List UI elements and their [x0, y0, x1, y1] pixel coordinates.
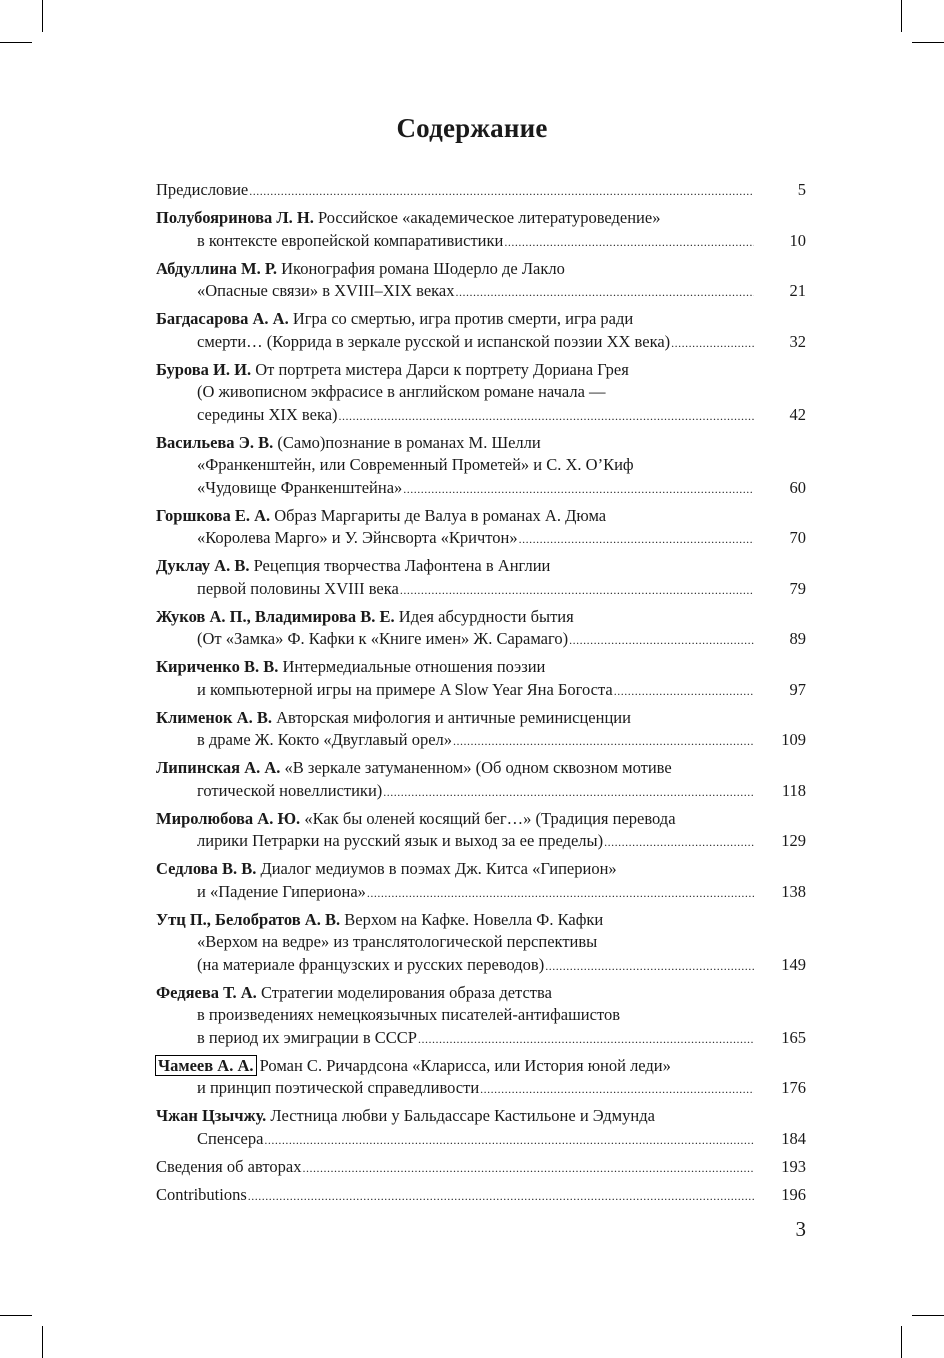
toc-entry [156, 179, 806, 203]
toc-title-text: смерти… (Коррида в зеркале русской и испанской поэзии XX века) [197, 331, 671, 351]
toc-title-text: (О живописном экфрасисе в английском романе начала — [197, 382, 606, 401]
toc-line [156, 207, 806, 230]
toc-title-text: «Королева Марго» и У. Эйнсворта «Кричтон» [197, 528, 518, 547]
toc-line-text [197, 830, 603, 853]
toc-title-text: Интермедиальные отношения поэзии [282, 657, 546, 676]
toc-line [156, 656, 806, 679]
toc-line [156, 258, 806, 281]
dot-leader [519, 528, 754, 551]
toc-page-number: 79 [789, 578, 806, 598]
toc-entry [156, 505, 806, 551]
toc-line [156, 1055, 806, 1078]
toc-entry [156, 258, 806, 304]
crop-mark [42, 1326, 43, 1358]
toc-title-text: Диалог медиумов в поэмах Дж. Китса «Гиперион» [260, 859, 617, 878]
dot-leader [400, 579, 754, 602]
toc-title-text: (От «Замка» Ф. Кафки к «Книге имен» Ж. Сарамаго) [197, 629, 569, 648]
dot-leader [264, 1129, 754, 1152]
toc-line-text [156, 757, 672, 780]
toc-author: Чжан Цзычжу. [156, 1106, 267, 1125]
toc-line [156, 179, 806, 203]
toc-entry [156, 982, 806, 1051]
toc-title-text: «В зеркале затуманенном» (Об одном сквозном мотиве [284, 758, 672, 777]
toc-line-text [197, 954, 544, 977]
crop-mark [0, 42, 32, 43]
toc-entry [156, 1156, 806, 1180]
crop-mark [901, 1326, 902, 1358]
toc-entry [156, 308, 806, 354]
page-title: Содержание [396, 113, 548, 143]
toc-line [156, 432, 806, 455]
toc-title-text: Верхом на Кафке. Новелла Ф. Кафки [344, 909, 604, 929]
crop-mark [912, 1315, 944, 1316]
toc-entry [156, 757, 806, 803]
toc-title-text: Сведения об авторах [156, 1156, 302, 1176]
toc-author: Липинская А. А. [156, 758, 281, 777]
toc-page-number: 109 [781, 730, 806, 749]
toc-author: Чамеев А. А. [158, 1055, 254, 1075]
crop-mark [0, 1315, 32, 1316]
dot-leader [604, 831, 754, 854]
dot-leader [671, 332, 754, 355]
toc-title-text: От портрета мистера Дарси к портрету Дориана Грея [255, 359, 629, 379]
toc-title-text: Предисловие [156, 180, 249, 199]
toc-line-text [197, 780, 382, 803]
toc-line-text [156, 982, 552, 1005]
toc-page-number: 193 [781, 1156, 806, 1176]
toc-title-text: в произведениях немецкоязычных писателей-антифашистов [197, 1005, 620, 1024]
toc-line-text [197, 1077, 479, 1100]
toc-line [156, 982, 806, 1005]
toc-page-number: 60 [789, 477, 806, 497]
toc-line [156, 404, 806, 428]
toc-entry [156, 606, 806, 652]
toc-line [156, 1004, 806, 1027]
toc-line-text [156, 505, 606, 528]
toc-line [156, 628, 806, 652]
toc-line-text [197, 679, 613, 702]
crop-mark [912, 42, 944, 43]
toc-line-text [156, 555, 550, 578]
toc-line [156, 881, 806, 905]
dot-leader [339, 405, 754, 428]
toc-author: Утц П., Белобратов А. В. [156, 909, 341, 929]
toc-author: Дуклау А. В. [156, 556, 250, 575]
toc-line [156, 1027, 806, 1051]
toc-line-text [197, 881, 366, 904]
toc-line [156, 527, 806, 551]
toc-line [156, 729, 806, 753]
toc-line [156, 1128, 806, 1152]
toc-entry [156, 1055, 806, 1101]
toc-line-text [156, 179, 248, 202]
toc-entry [156, 858, 806, 904]
toc-author: Клименок А. В. [156, 707, 272, 727]
toc-line-text [156, 1156, 301, 1179]
toc-author: Федяева Т. А. [156, 982, 257, 1002]
toc-title-text: и компьютерной игры на примере A Slow Year Яна Богоста [197, 679, 613, 699]
toc-entry [156, 656, 806, 702]
toc-page-number: 118 [781, 780, 806, 800]
dot-leader [569, 629, 754, 652]
toc-line-text [156, 606, 574, 629]
toc-line-text [197, 280, 455, 303]
toc-line [156, 331, 806, 355]
toc-page-number: 32 [789, 331, 806, 351]
toc-line [156, 280, 806, 304]
toc-entry [156, 555, 806, 601]
dot-leader [545, 955, 754, 978]
toc-entry [156, 359, 806, 428]
toc-line-text [156, 1184, 247, 1207]
toc-title-text: Российское «академическое литературоведение» [318, 208, 661, 227]
toc-line [156, 606, 806, 629]
toc-title-text: Игра со смертью, игра против смерти, игра ради [292, 309, 634, 328]
toc-line-text [197, 931, 597, 954]
toc-line-text [156, 656, 545, 679]
toc-title-text: (на материале французских и русских переводов) [197, 954, 545, 974]
toc-line-text [156, 432, 541, 455]
toc-title-text: Идея абсурдности бытия [398, 606, 574, 626]
toc-line [156, 359, 806, 382]
toc-line [156, 909, 806, 932]
toc-title-text: Иконография романа Шодерло де Лакло [281, 258, 565, 278]
dot-leader [456, 281, 754, 304]
toc-line-text [156, 1105, 655, 1128]
toc-line-text [156, 858, 617, 881]
toc-page-number: 184 [781, 1128, 806, 1148]
toc-title-text: середины XIX века) [197, 404, 338, 424]
toc-title-text: Спенсера [197, 1128, 264, 1148]
toc-entry [156, 707, 806, 753]
table-of-contents [156, 179, 806, 1212]
toc-line [156, 505, 806, 528]
toc-line-text [156, 308, 633, 331]
toc-line [156, 555, 806, 578]
toc-line [156, 1156, 806, 1180]
toc-title-text: и принцип поэтической справедливости [197, 1078, 480, 1097]
toc-line [156, 757, 806, 780]
toc-entry [156, 1184, 806, 1208]
toc-author: Бурова И. И. [156, 359, 252, 379]
toc-page-number: 70 [789, 528, 806, 547]
dot-leader [249, 180, 754, 203]
toc-author: Горшкова Е. А. [156, 505, 271, 525]
toc-line [156, 477, 806, 501]
page-number: 3 [795, 1217, 806, 1241]
toc-title-text: в драме Ж. Кокто «Двуглавый орел» [197, 730, 453, 749]
toc-title-text: и «Падение Гипериона» [197, 881, 366, 901]
toc-entry [156, 909, 806, 978]
toc-author: Миролюбова А. Ю. [156, 808, 301, 828]
toc-title-text: Стратегии моделирования образа детства [260, 982, 552, 1002]
toc-line-text [197, 477, 402, 500]
dot-leader [367, 882, 754, 905]
toc-title-text: первой половины XVIII века [197, 578, 399, 598]
toc-author: Абдуллина М. Р. [156, 258, 277, 278]
toc-line-text [197, 404, 338, 427]
toc-author: Жуков А. П., Владимирова В. Е. [156, 606, 395, 626]
toc-line [156, 707, 806, 730]
toc-line-text [156, 707, 631, 730]
toc-entry [156, 808, 806, 854]
toc-line [156, 1077, 806, 1101]
toc-line [156, 578, 806, 602]
toc-author: Седлова В. В. [156, 859, 257, 878]
toc-line [156, 454, 806, 477]
toc-page-number: 5 [797, 180, 806, 199]
dot-leader [383, 781, 754, 804]
toc-line-text [156, 1055, 671, 1078]
toc-title-text: Рецепция творчества Лафонтена в Англии [253, 556, 551, 575]
toc-line-text [197, 1027, 417, 1050]
toc-line-text [156, 207, 660, 230]
toc-line-text [156, 808, 676, 831]
dot-leader [302, 1157, 754, 1180]
toc-line-text [197, 1128, 263, 1151]
toc-author: Багдасарова А. А. [156, 309, 289, 328]
toc-title-text: Contributions [156, 1184, 247, 1204]
dot-leader [614, 680, 754, 703]
toc-line [156, 858, 806, 881]
toc-author: Кириченко В. В. [156, 657, 279, 676]
toc-title-text: готической новеллистики) [197, 780, 383, 800]
toc-page-number: 97 [789, 679, 806, 699]
toc-title-text: Образ Маргариты де Валуа в романах А. Дюма [274, 505, 607, 525]
toc-author: Полубояринова Л. Н. [156, 208, 314, 227]
crop-mark [42, 0, 43, 32]
toc-title-text: лирики Петрарки на русский язык и выход за ее пределы) [197, 831, 604, 850]
dot-leader [453, 730, 754, 753]
toc-title-text: (Само)познание в романах М. Шелли [277, 432, 541, 452]
toc-line [156, 780, 806, 804]
toc-line [156, 830, 806, 854]
toc-line-text [197, 381, 606, 404]
toc-page-number: 21 [789, 281, 806, 300]
toc-line-text [197, 454, 634, 477]
toc-title-text: «Франкенштейн, или Современный Прометей» и С. Х. О’Киф [197, 455, 634, 474]
toc-line-text [197, 729, 452, 752]
toc-page-number: 138 [781, 881, 806, 901]
toc-line-text [156, 359, 629, 382]
dot-leader [418, 1028, 754, 1051]
toc-page-number: 196 [781, 1184, 806, 1204]
toc-line [156, 308, 806, 331]
toc-line-text [197, 628, 568, 651]
toc-line-text [197, 230, 503, 253]
toc-line [156, 1184, 806, 1208]
toc-title-text: Лестница любви у Бальдассаре Кастильоне и Эдмунда [270, 1106, 655, 1125]
toc-line [156, 1105, 806, 1128]
toc-title-text: «Опасные связи» в XVIII–XIX веках [197, 281, 455, 300]
toc-entry [156, 207, 806, 253]
crop-mark [901, 0, 902, 32]
toc-title-text: Авторская мифология и античные реминисценции [276, 707, 631, 727]
toc-title-text: «Верхом на ведре» из транслятологической перспективы [197, 932, 598, 951]
toc-line [156, 679, 806, 703]
toc-line-text [197, 578, 399, 601]
toc-entry [156, 432, 806, 501]
toc-page-number: 165 [781, 1027, 806, 1047]
dot-leader [248, 1185, 754, 1208]
toc-line [156, 931, 806, 954]
toc-page-number: 10 [789, 230, 806, 250]
toc-page-number: 129 [781, 831, 806, 850]
toc-title-text: в контексте европейской компаративистики [197, 230, 504, 250]
toc-line-text [197, 1004, 620, 1027]
toc-page-number: 176 [781, 1078, 806, 1097]
toc-line-text [156, 909, 603, 932]
dot-leader [504, 231, 754, 254]
toc-author: Васильева Э. В. [156, 432, 274, 452]
toc-line-text [197, 527, 518, 550]
toc-title-text: «Чудовище Франкенштейна» [197, 477, 403, 497]
dot-leader [480, 1078, 754, 1101]
toc-line [156, 230, 806, 254]
toc-title-text: в период их эмиграции в СССР [197, 1027, 417, 1047]
toc-line [156, 808, 806, 831]
toc-page-number: 149 [781, 954, 806, 974]
toc-page-number: 89 [789, 629, 806, 648]
toc-line [156, 381, 806, 404]
toc-line [156, 954, 806, 978]
toc-title-text: «Как бы оленей косящий бег…» (Традиция перевода [304, 808, 676, 828]
toc-line-text [156, 258, 565, 281]
toc-title-text: Роман С. Ричардсона «Кларисса, или История юной леди» [259, 1055, 671, 1075]
dot-leader [403, 478, 754, 501]
toc-line-text [197, 331, 670, 354]
toc-page-number: 42 [789, 404, 806, 424]
toc-entry [156, 1105, 806, 1151]
